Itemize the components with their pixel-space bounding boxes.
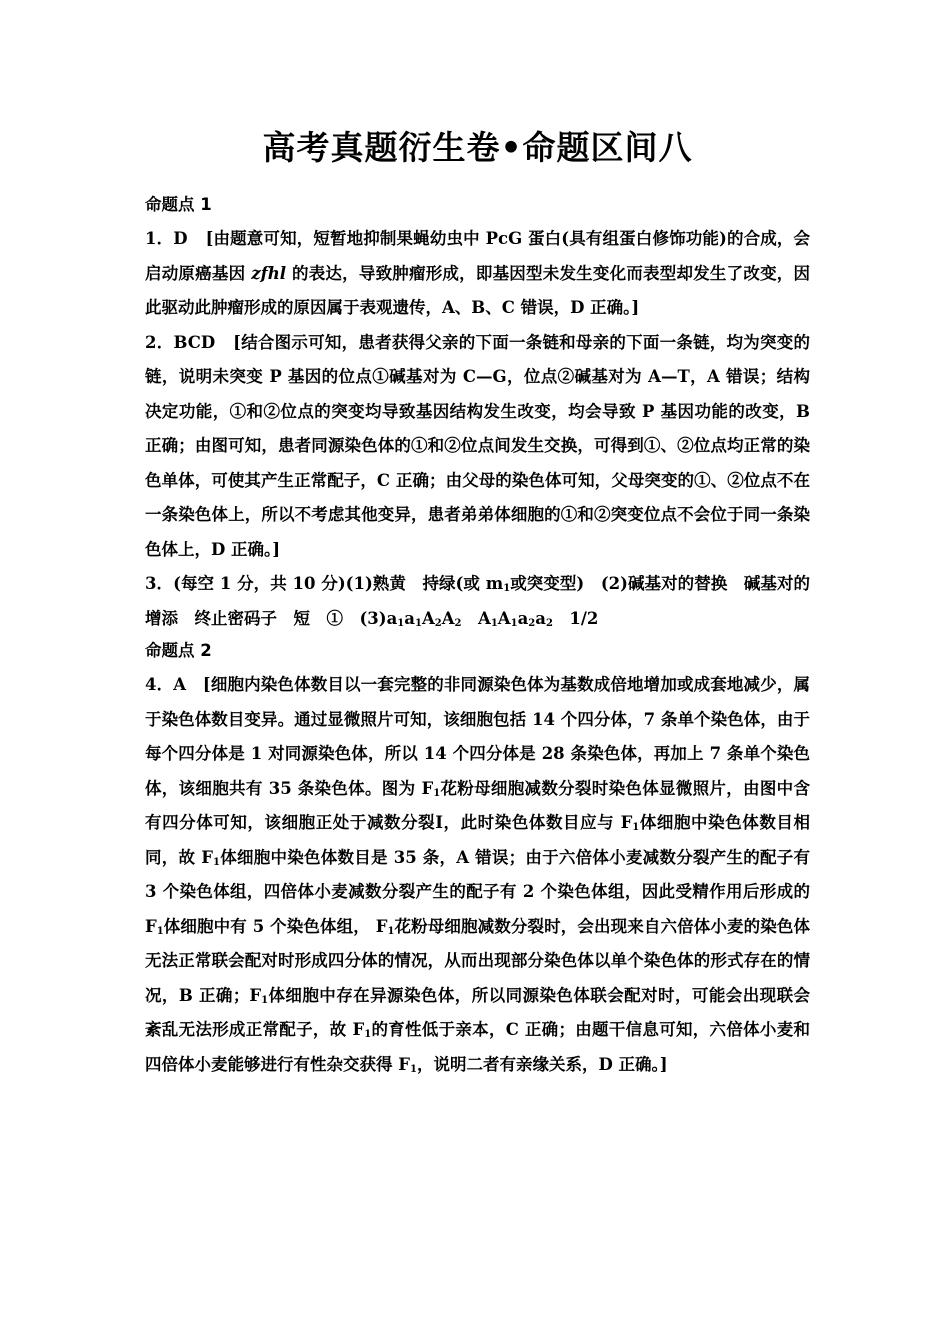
genotype-letter: A: [441, 608, 455, 628]
subscript: 2: [434, 617, 442, 629]
subscript: 1: [414, 617, 422, 629]
answer-3-part-b2: A: [461, 608, 491, 628]
answer-4-text: 的育性低于亲本，C 正确；由题干信息可知，六倍体小麦和四倍体小麦能够进行有性杂交获得 F: [145, 1020, 810, 1074]
genotype-letter: a: [517, 608, 529, 628]
subscript: 2: [528, 617, 536, 629]
answer-3-part-a: 3．(每空 1 分，共 10 分)(1)熟黄 持绿(或 m: [145, 574, 504, 593]
section-heading-2: 命题点 2: [145, 641, 212, 660]
subscript: 1: [397, 617, 405, 629]
subscript: 1: [213, 856, 220, 868]
genotype-letter: a: [535, 608, 546, 628]
section-heading-1: 命题点 1: [145, 195, 212, 214]
subscript: 2: [454, 617, 462, 629]
subscript: 1: [364, 1029, 372, 1040]
page-title: 高考真题衍生卷•命题区间八: [262, 128, 693, 167]
answer-4-text: 体细胞中染色体数目是 35 条，A 错误；由于六倍体小麦减数分裂产生的配子有 3 个染色体组，四倍体小麦减数分裂产生的配子有 2 个染色体组，因此受精作用后形成的 F: [145, 847, 810, 936]
subscript: 1: [409, 1063, 417, 1075]
answer-4-text: 体细胞中染色体数目相同，故 F: [145, 813, 810, 867]
genotype-letter: a: [404, 608, 415, 628]
answer-1-text-a: [由题意可知，短暂地抑制果蝇幼虫中 PcG 蛋白(具有组蛋白修饰功能)的合成，会启动原癌基因: [145, 229, 810, 283]
answer-1: [145, 222, 810, 326]
genotype-letter: A: [421, 608, 435, 628]
answer-4-text: 4．A [细胞内染色体数目以一套完整的非同源染色体为基数成倍地增加或成套地减少，属于染色体数目变异。通过显微照片可知，该细胞包括 14 个四分体，7 条单个染色体，由于每个四分体是 1 对同源染色体，所以 14 个四分体是 28 条染色体，再加上 7 条单个染色体，该细胞共有 35 条染色体。图为 F: [145, 675, 810, 798]
subscript: 1: [433, 787, 441, 799]
subscript: 1: [510, 617, 518, 629]
answer-1-number: 1．D: [145, 229, 188, 248]
subscript: 1: [632, 822, 640, 833]
answer-4-text: ，说明二者有亲缘关系，D 正确。]: [416, 1054, 668, 1074]
answer-2: [145, 326, 810, 568]
answer-4-text: 花粉母细胞减数分裂时染色体显微照片，由图中含有四分体可知，该细胞正处于减数分裂Ⅰ，此时染色体数目应与 F: [145, 778, 810, 832]
answer-3-part-b: 或突变型) (2)碱基对的替换 碱基对的增添 终止密码子 短 ① (3)a: [145, 574, 810, 628]
answer-3: [145, 567, 810, 636]
answer-4: [145, 668, 810, 1082]
subscript: 1: [503, 583, 511, 594]
genotype-letter: A: [497, 608, 511, 628]
answer-4-text: 花粉母细胞减数分裂时，会出现来自六倍体小麦的染色体无法正常联会配对时形成四分体的情况，从而出现部分染色体以单个染色体的形式存在的情况，B 正确；F: [145, 916, 811, 1005]
answer-4-text: 体细胞中存在异源染色体，所以同源染色体联会配对时，可能会出现联会紊乱无法形成正常配子，故 F: [145, 985, 811, 1039]
subscript: 1: [387, 925, 395, 937]
answer-2-number: 2．BCD: [145, 332, 216, 352]
answer-2-text: [结合图示可知，患者获得父亲的下面一条链和母亲的下面一条链，均为突变的链，说明未突变 P 基因的位点①碱基对为 C—G，位点②碱基对为 A—T，A 错误；结构决定功能，①和②位点的突变均导致基因结构发生改变，均会导致 P 基因功能的改变，B 正确；由图可知，患者同源染色体的①和②位点间发生交换，可得到①、②位点均正常的染色单体，可使其产生正常配子，C 正确；由父母的染色体可知，父母突变的①、②位点不在一条染色体上，所以不考虑其他变异，患者弟弟体细胞的①和②突变位点不会位于同一条染色体上，D 正确。]: [145, 332, 810, 559]
answer-1-text-b: 的表达，导致肿瘤形成，即基因型未发生变化而表型却发生了改变，因此驱动此肿瘤形成的原因属于表观遗传，A、B、C 错误，D 正确。]: [145, 263, 811, 317]
gene-name: zfhl: [251, 263, 287, 283]
subscript: 1: [156, 925, 164, 937]
subscript: 1: [490, 617, 498, 629]
answer-4-text: 体细胞中有 5 个染色体组， F: [163, 916, 388, 936]
document-page: [145, 120, 810, 1082]
answer-3-part-c: 1/2: [552, 608, 599, 628]
subscript: 2: [545, 617, 553, 629]
subscript: 1: [261, 994, 269, 1006]
